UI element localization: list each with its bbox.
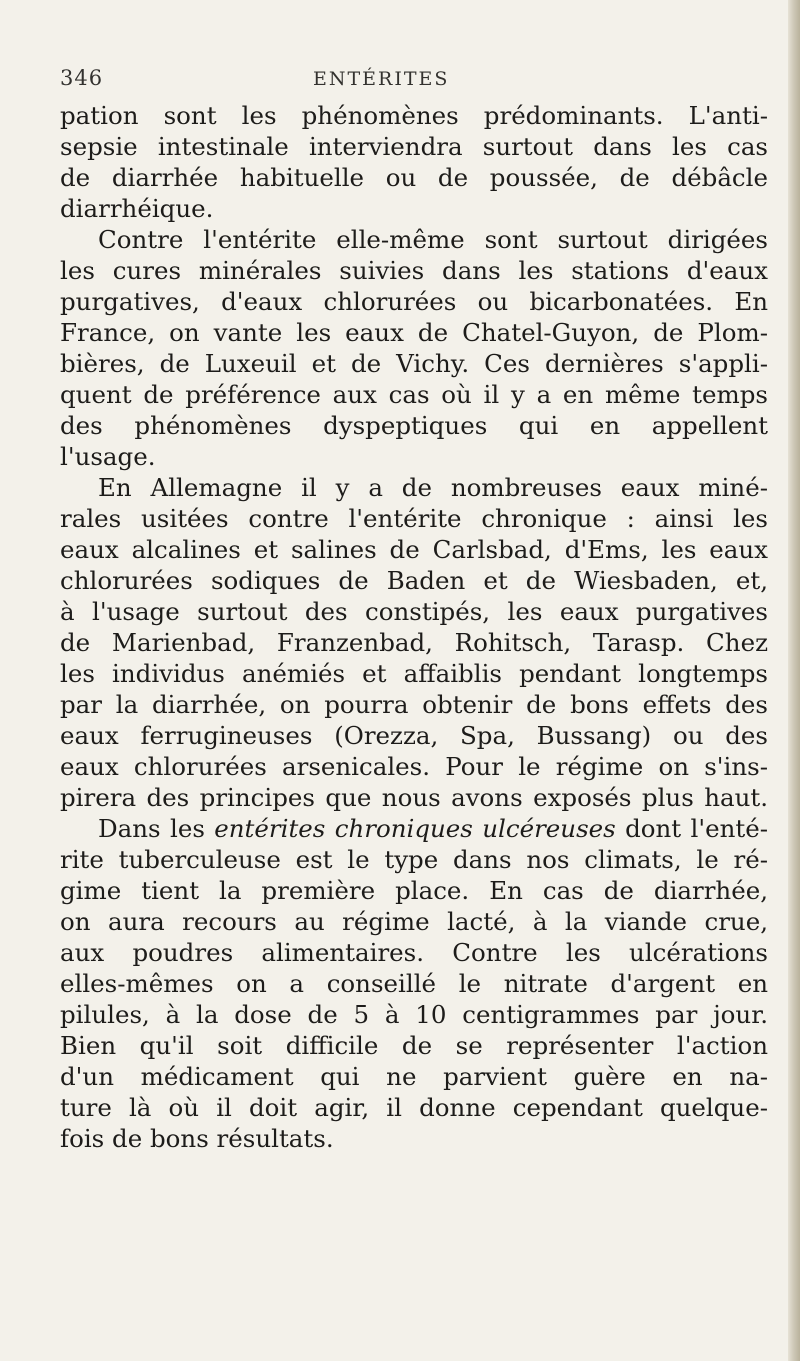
line-text-before: Dans les: [98, 814, 215, 843]
text-line: eaux chlorurées arsenicales. Pour le régime on s'ins-: [60, 752, 768, 781]
running-head: ENTÉRITES: [313, 68, 450, 90]
text-line: rales usitées contre l'entérite chronique : ainsi les: [60, 504, 768, 533]
text-line: par la diarrhée, on pourra obtenir de bons effets des: [60, 690, 768, 719]
text-line: rite tuberculeuse est le type dans nos climats, le ré-: [60, 845, 768, 874]
page-header: [60, 66, 760, 96]
text-line: eaux ferrugineuses (Orezza, Spa, Bussang) ou des: [60, 721, 768, 750]
text-line: les cures minérales suivies dans les stations d'eaux: [60, 256, 768, 285]
italic-phrase: entérites chroniques ulcéreuses: [214, 814, 616, 843]
line-text-after: dont l'enté-: [615, 814, 769, 843]
text-line: des phénomènes dyspeptiques qui en appellent: [60, 411, 768, 440]
text-line: pirera des principes que nous avons exposés plus haut.: [60, 783, 768, 812]
text-line: Contre l'entérite elle-même sont surtout dirigées: [98, 225, 768, 254]
text-line: d'un médicament qui ne parvient guère en na-: [60, 1062, 768, 1091]
text-line: [60, 813, 768, 844]
text-line: purgatives, d'eaux chlorurées ou bicarbonatées. En: [60, 287, 768, 316]
page-number: 346: [60, 66, 104, 90]
text-line: elles-mêmes on a conseillé le nitrate d'argent en: [60, 969, 768, 998]
text-line: bières, de Luxeuil et de Vichy. Ces dernières s'appli-: [60, 349, 768, 378]
text-line: on aura recours au régime lacté, à la viande crue,: [60, 907, 768, 936]
text-line: quent de préférence aux cas où il y a en même temps: [60, 380, 768, 409]
text-line: eaux alcalines et salines de Carlsbad, d'Ems, les eaux: [60, 535, 768, 564]
text-line: France, on vante les eaux de Chatel-Guyon, de Plom-: [60, 318, 768, 347]
text-line: Bien qu'il soit difficile de se représenter l'action: [60, 1031, 768, 1060]
text-line: pation sont les phénomènes prédominants. L'anti-: [60, 101, 768, 130]
text-line: sepsie intestinale interviendra surtout dans les cas: [60, 132, 768, 161]
text-line: de diarrhée habituelle ou de poussée, de débâcle: [60, 163, 768, 192]
text-line: diarrhéique.: [60, 194, 214, 223]
text-line: En Allemagne il y a de nombreuses eaux miné-: [98, 473, 768, 502]
text-line: ture là où il doit agir, il donne cependant quelque-: [60, 1093, 768, 1122]
text-line: gime tient la première place. En cas de diarrhée,: [60, 876, 768, 905]
page-edge: [788, 0, 800, 1361]
text-line: l'usage.: [60, 442, 156, 471]
text-line: aux poudres alimentaires. Contre les ulcérations: [60, 938, 768, 967]
text-line: les individus anémiés et affaiblis pendant longtemps: [60, 659, 768, 688]
text-line: de Marienbad, Franzenbad, Rohitsch, Tarasp. Chez: [60, 628, 768, 657]
text-line: fois de bons résultats.: [60, 1124, 334, 1153]
text-line: chlorurées sodiques de Baden et de Wiesbaden, et,: [60, 566, 768, 595]
text-line: à l'usage surtout des constipés, les eaux purgatives: [60, 597, 768, 626]
body-text: [60, 100, 768, 1154]
text-line: pilules, à la dose de 5 à 10 centigrammes par jour.: [60, 1000, 768, 1029]
